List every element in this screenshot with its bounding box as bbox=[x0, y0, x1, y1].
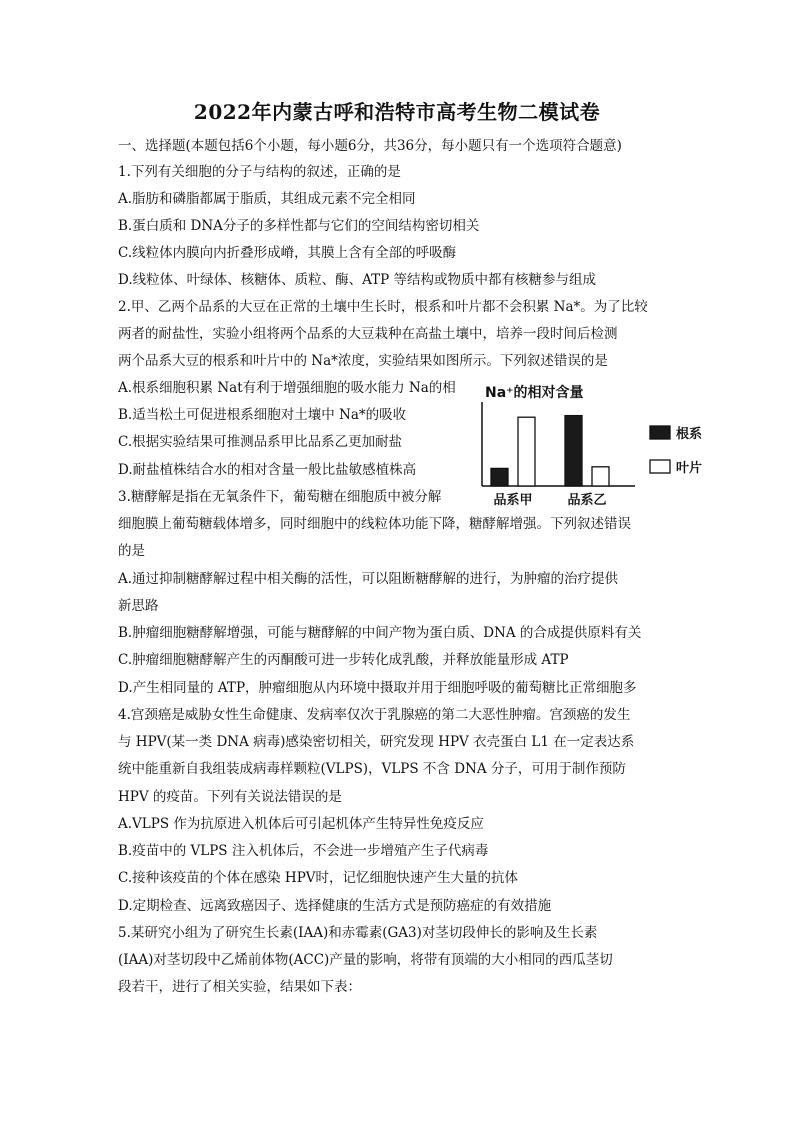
text-line: D.产生相同量的 ATP，肿瘤细胞从内环境中摄取并用于细胞呼吸的葡萄糖比正常细胞多 bbox=[118, 680, 637, 696]
x-tick-label: 品系甲 bbox=[493, 493, 533, 508]
text-line: 细胞膜上葡萄糖载体增多，同时细胞中的线粒体功能下降，糖酵解增强。下列叙述错误 bbox=[118, 516, 631, 532]
text-line: 新思路 bbox=[118, 598, 159, 614]
text-line: C.接种该疫苗的个体在感染 HPV时，记忆细胞快速产生大量的抗体 bbox=[118, 870, 519, 886]
legend-label-leaf: 叶片 bbox=[676, 461, 703, 476]
text-line: 两个品系大豆的根系和叶片中的 Na*浓度，实验结果如图所示。下列叙述错误的是 bbox=[118, 353, 608, 369]
text-line: 的是 bbox=[118, 543, 145, 559]
text-line: B.蛋白质和 DNA分子的多样性都与它们的空间结构密切相关 bbox=[118, 218, 480, 234]
text-line: D.耐盐植株结合水的相对含量一般比盐敏感植株高 bbox=[118, 462, 417, 478]
bar-line-b-leaf bbox=[592, 467, 609, 486]
text-line: C.肿瘤细胞糖酵解产生的丙酮酸可进一步转化成乳酸，并释放能量形成 ATP bbox=[118, 652, 569, 668]
text-line: B.疫苗中的 VLPS 注入机体后，不会进一步增殖产生子代病毒 bbox=[118, 843, 489, 859]
text-line: 5.某研究小组为了研究生长素(IAA)和赤霉素(GA3)对茎切段伸长的影响及生长素 bbox=[118, 925, 598, 941]
text-line: B.肿瘤细胞糖酵解增强，可能与糖酵解的中间产物为蛋白质、DNA 的合成提供原料有关 bbox=[118, 625, 642, 641]
text-line: 2.甲、乙两个品系的大豆在正常的土壤中生长时，根系和叶片都不会积累 Na*。为了比较 bbox=[118, 299, 648, 315]
text-line: 与 HPV(某一类 DNA 病毒)感染密切相关，研究发现 HPV 衣壳蛋白 L1 在一定表达系 bbox=[118, 734, 635, 750]
text-line: 4.宫颈癌是威胁女性生命健康、发病率仅次于乳腺癌的第二大恶性肿瘤。宫颈癌的发生 bbox=[118, 707, 631, 723]
text-line: 3.糖酵解是指在无氧条件下，葡萄糖在细胞质中被分解 bbox=[118, 489, 442, 505]
text-line: 段若干，进行了相关实验，结果如下表： bbox=[118, 979, 361, 995]
text-line: (IAA)对茎切段中乙烯前体物(ACC)产量的影响，将带有顶端的大小相同的西瓜茎切 bbox=[118, 952, 613, 968]
legend-label-root: 根系 bbox=[676, 427, 703, 442]
legend-swatch-leaf bbox=[650, 460, 670, 473]
na-content-bar-chart bbox=[465, 380, 725, 510]
text-line: A.根系细胞积累 Nat有利于增强细胞的吸水能力 Na的相 bbox=[118, 380, 456, 396]
text-line: A.脂肪和磷脂都属于脂质，其组成元素不完全相同 bbox=[118, 191, 416, 207]
x-tick-label: 品系乙 bbox=[567, 493, 607, 508]
text-line: 一、选择题(本题包括6个小题，每小题6分，共36分，每小题只有一个选项符合题意) bbox=[118, 138, 622, 154]
page-title: 2022年内蒙古呼和浩特市高考生物二模试卷 bbox=[193, 100, 601, 124]
bar-line-a-root bbox=[491, 468, 508, 486]
text-line: A.通过抑制糖酵解过程中相关酶的活性，可以阻断糖酵解的进行，为肿瘤的治疗提供 bbox=[118, 571, 619, 587]
text-line: C.根据实验结果可推测品系甲比品系乙更加耐盐 bbox=[118, 434, 403, 450]
text-line: 两者的耐盐性，实验小组将两个品系的大豆栽种在高盐土壤中，培养一段时间后检测 bbox=[118, 326, 618, 342]
text-line: 1.下列有关细胞的分子与结构的叙述，正确的是 bbox=[118, 164, 401, 180]
text-line: C.线粒体内膜向内折叠形成嵴，其膜上含有全部的呼吸酶 bbox=[118, 245, 457, 261]
text-line: HPV 的疫苗。下列有关说法错误的是 bbox=[118, 789, 342, 805]
legend-swatch-root bbox=[650, 426, 670, 439]
bar-line-b-root bbox=[565, 416, 582, 486]
text-line: D.定期检查、远离致癌因子、选择健康的生活方式是预防癌症的有效措施 bbox=[118, 898, 552, 914]
bar-line-a-leaf bbox=[518, 417, 535, 486]
text-line: D.线粒体、叶绿体、核糖体、质粒、酶、ATP 等结构或物质中都有核糖参与组成 bbox=[118, 272, 597, 288]
chart-title: Na⁺的相对含量 bbox=[485, 385, 584, 401]
text-line: B.适当松土可促进根系细胞对土壤中 Na*的吸收 bbox=[118, 407, 407, 423]
text-line: A.VLPS 作为抗原进入机体后可引起机体产生特异性免疫反应 bbox=[118, 816, 484, 832]
text-line: 统中能重新自我组装成病毒样颗粒(VLPS)，VLPS 不含 DNA 分子，可用于制作预防 bbox=[118, 761, 626, 777]
